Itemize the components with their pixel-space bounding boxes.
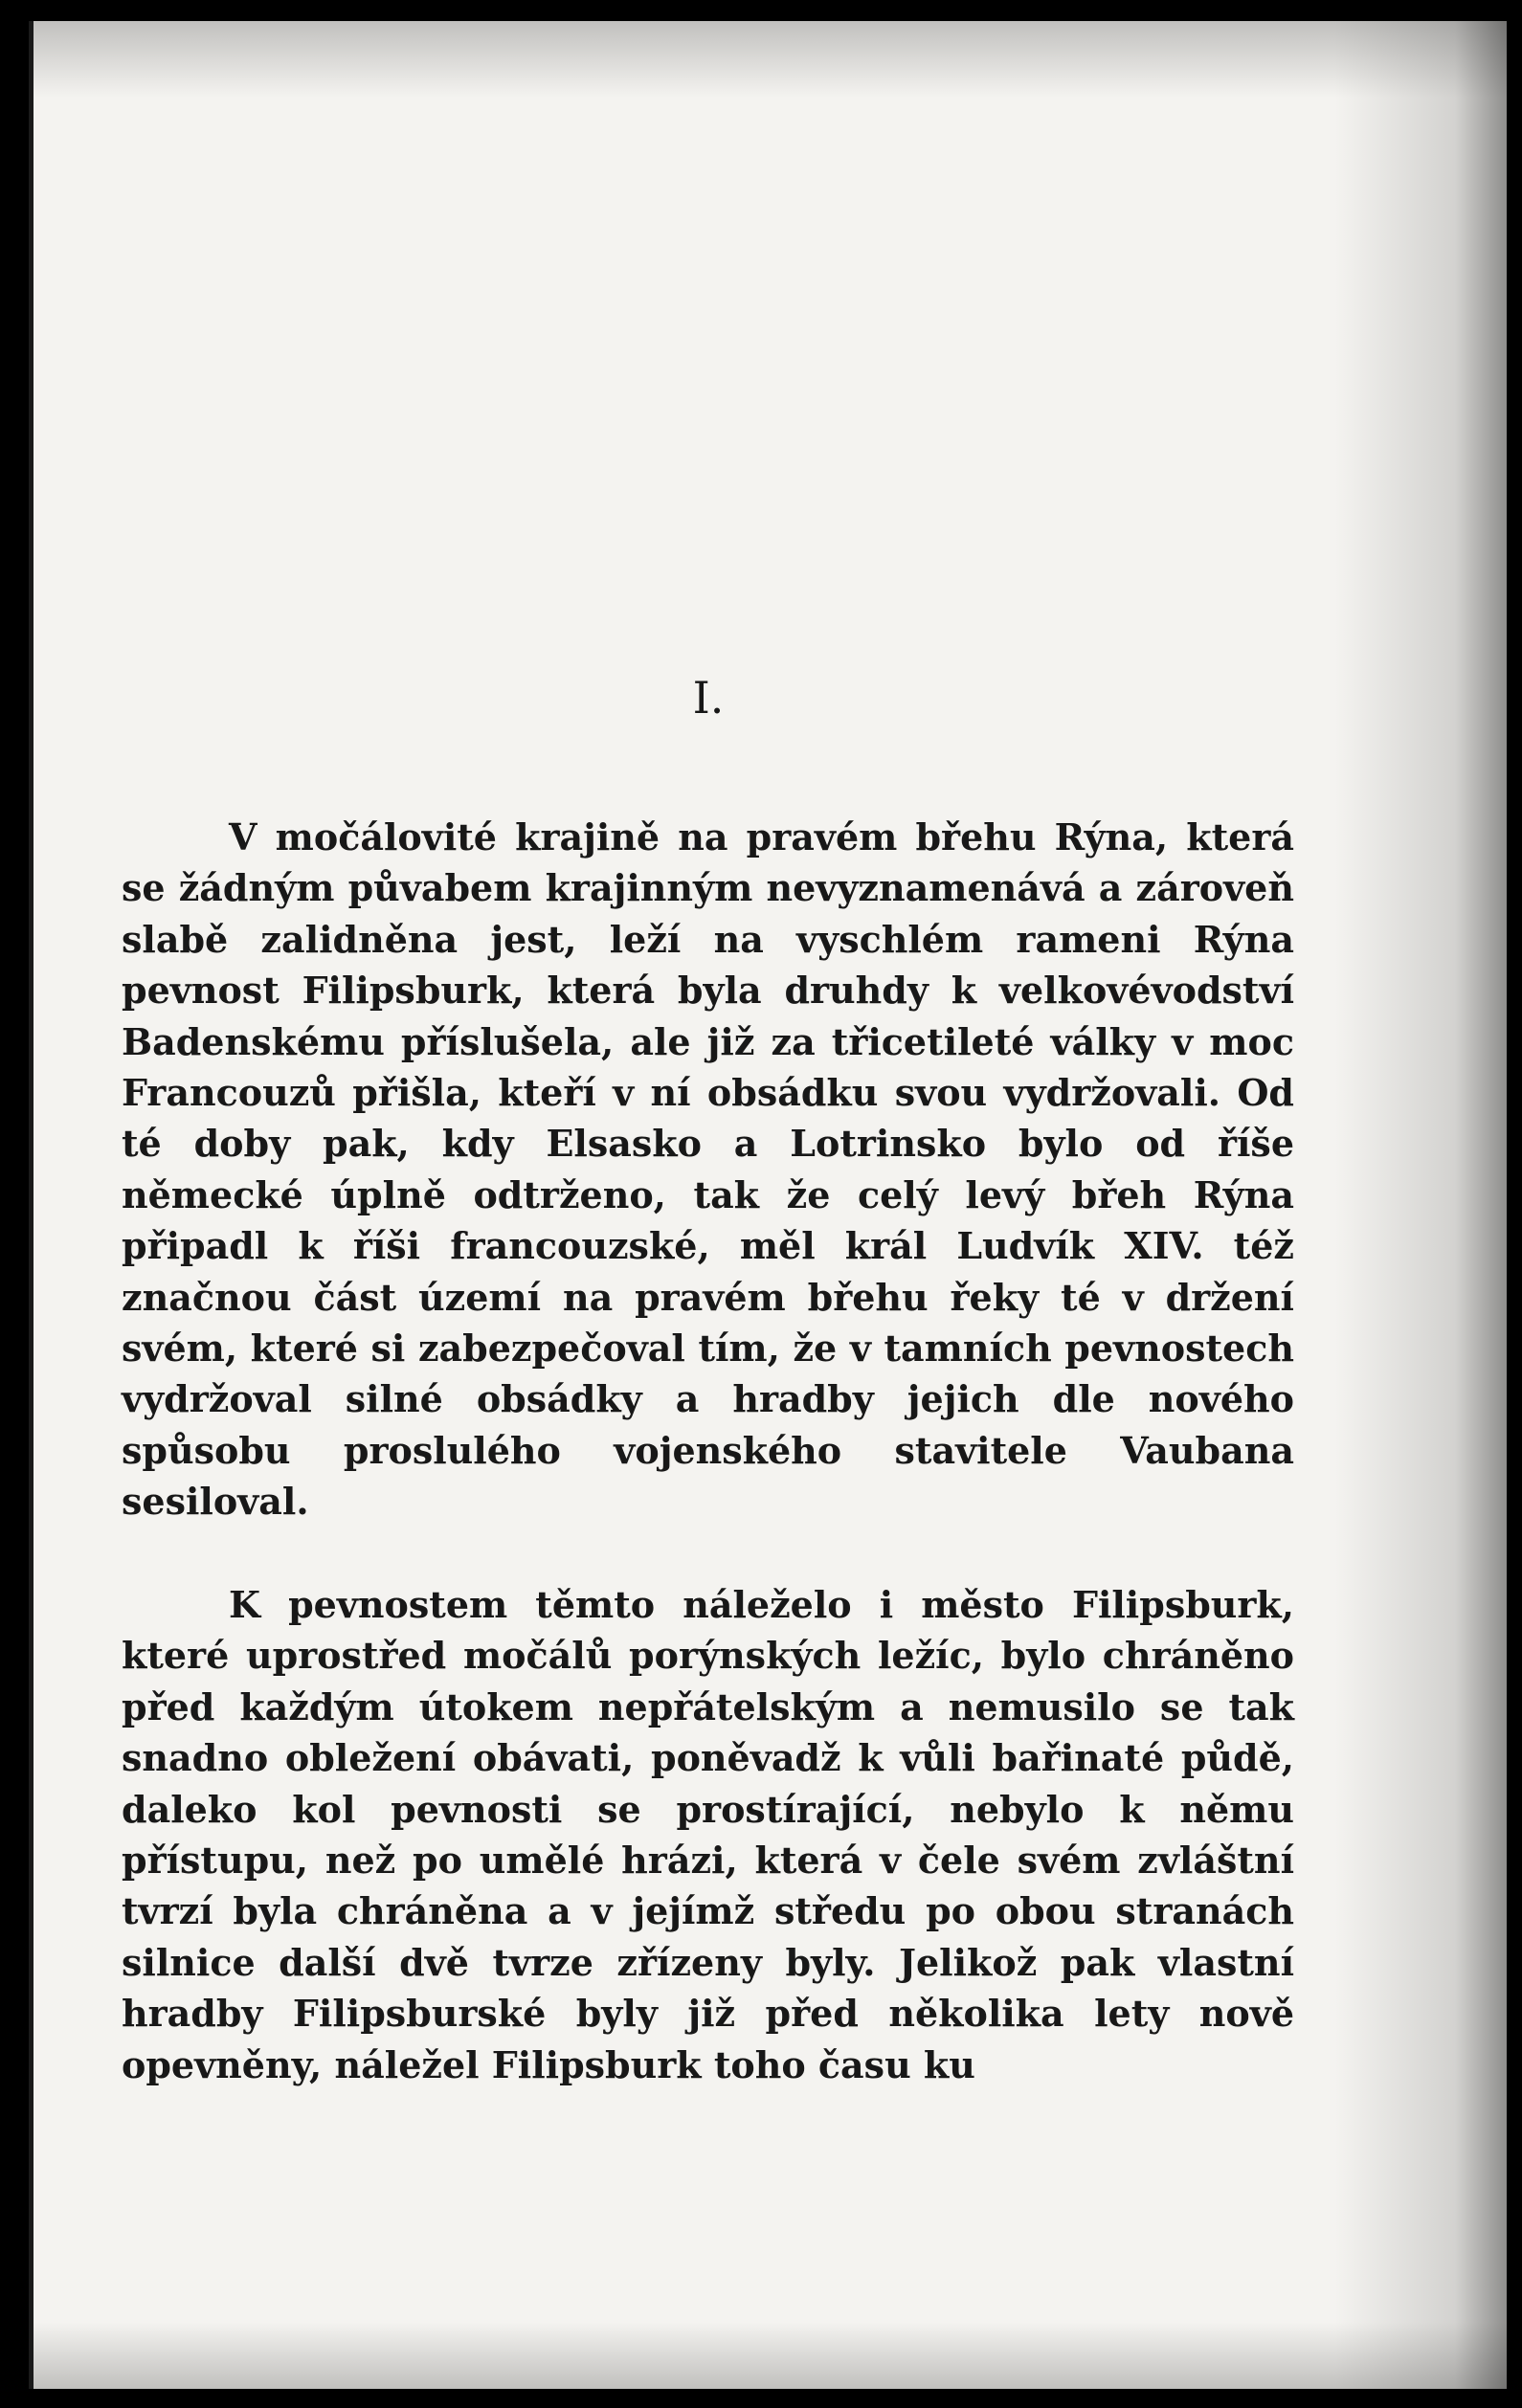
- chapter-number: I.: [692, 672, 725, 724]
- top-edge-shadow: [29, 21, 1507, 98]
- paragraph-1: V močálovité krajině na pravém břehu Rýna, která se žádným půvabem krajinným nevyznamenává a zároveň slabě zalidněna jest, leží na vyschlém rameni Rýna pevnost Filipsburk, která byla druhdy k velkovévodství Badenskému příslušela, ale již za třicetileté války v moc Francouzů přišla, kteří v ní obsádku svou vydržovali. Od té doby pak, kdy Elsasko a Lotrinsko bylo od říše německé úplně odtrženo, tak že celý levý břeh Rýna připadl k říši francouzské, měl král Ludvík XIV. též značnou část území na pravém břehu řeky té v držení svém, které si zabezpečoval tím, že v tamních pevnostech vydržoval silné obsádky a hradby jejich dle nového spůsobu proslulého vojenského stavitele Vaubana sesiloval.: [122, 815, 1294, 1524]
- paper-sheet: [29, 21, 1507, 2389]
- gutter-shadow: [1334, 21, 1507, 2389]
- paragraph-2: K pevnostem těmto náleželo i město Filipsburk, které uprostřed močálů porýnských ležíc, bylo chráněno před každým útokem nepřátelským a nemusilo se tak snadno obležení obávati, poněvadž k vůli bařinaté půdě, daleko kol pevnosti se prostírající, nebylo k němu přístupu, než po umělé hrázi, která v čele svém zvláštní tvrzí byla chráněna a v jejímž středu po obou stranách silnice další dvě tvrze zřízeny byly. Jelikož pak vlastní hradby Filipsburské byly již před několika lety nově opevněny, náležel Filipsburk toho času ku: [122, 1583, 1294, 2086]
- bottom-edge-shadow: [29, 2322, 1507, 2389]
- page-left-edge: [29, 21, 34, 2389]
